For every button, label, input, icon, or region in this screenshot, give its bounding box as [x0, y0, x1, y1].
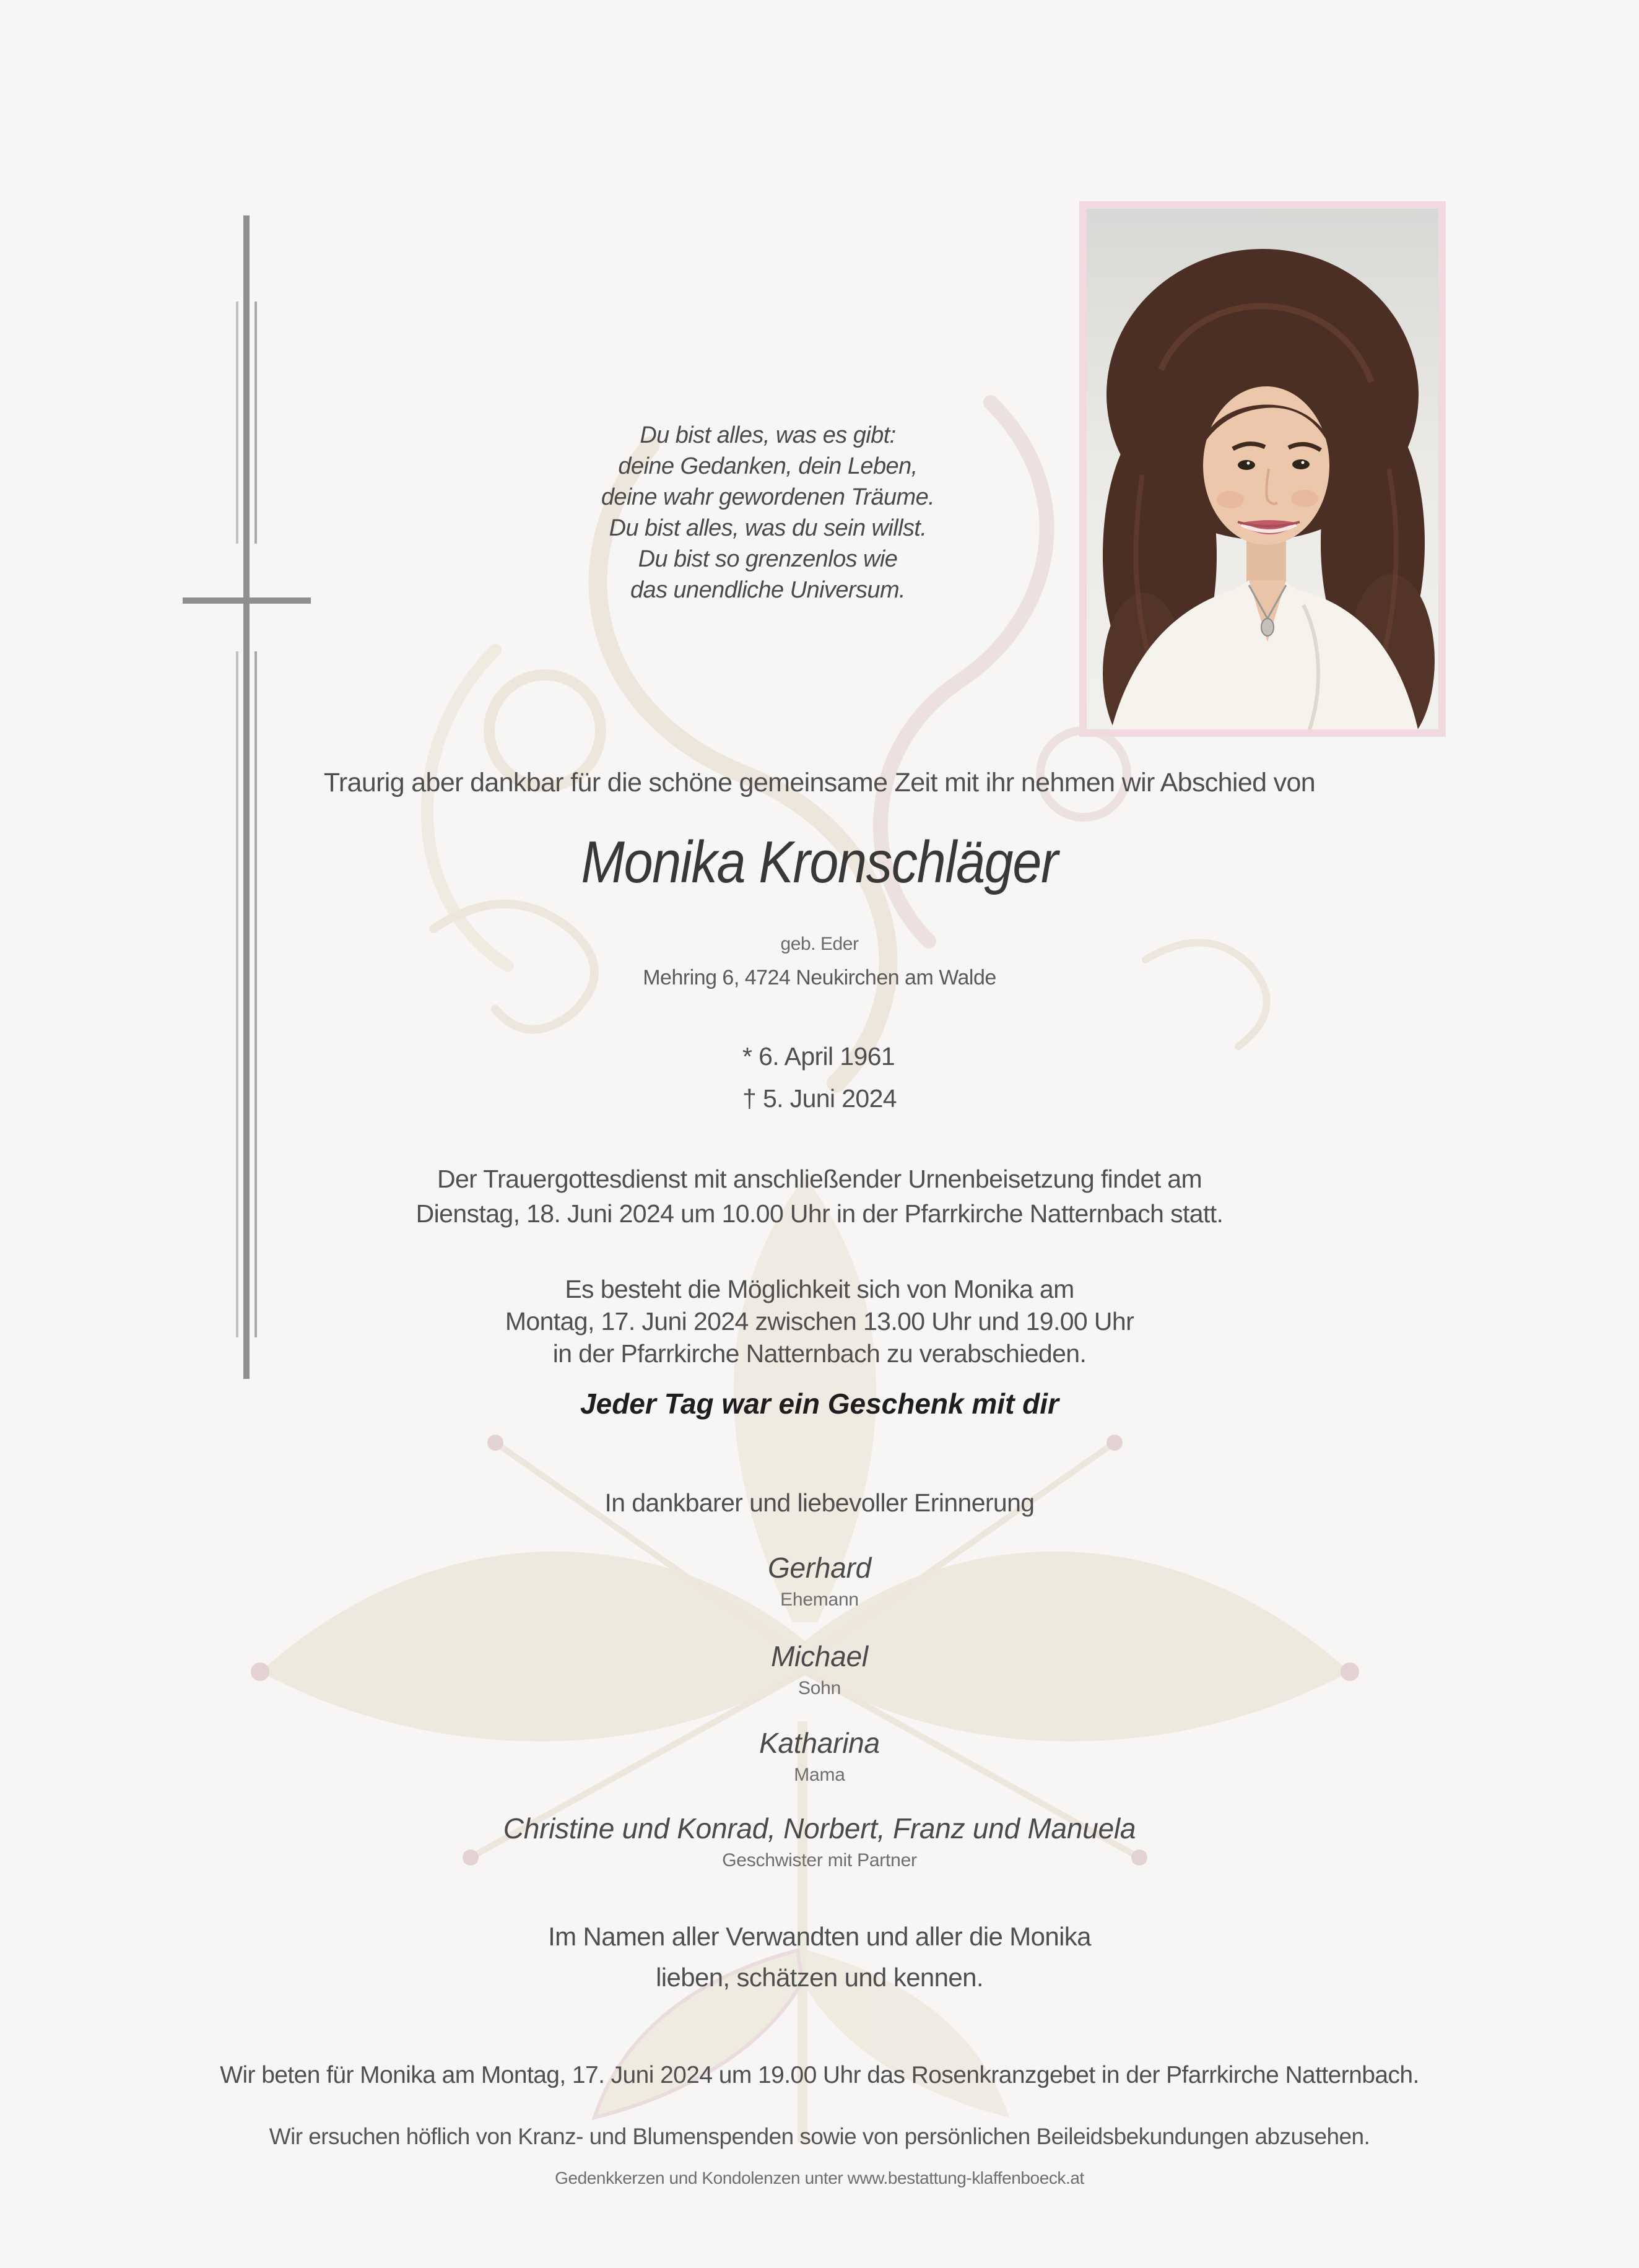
poem-line: Du bist so grenzenlos wie	[638, 546, 898, 572]
cross-thin-line	[236, 651, 238, 1337]
mourner-relation: Sohn	[798, 1678, 841, 1698]
mourner-name: Michael	[771, 1640, 868, 1672]
farewell-info	[0, 1273, 1639, 1370]
deceased-name	[0, 828, 1639, 897]
deceased-name-text: Monika Kronschläger	[581, 829, 1058, 895]
memorial-motto: Jeder Tag war ein Geschenk mit dir	[580, 1388, 1059, 1420]
remembrance-line: In dankbarer und liebevoller Erinnerung	[604, 1488, 1035, 1517]
mourner-entry	[0, 1812, 1639, 1871]
closing-line: lieben, schätzen und kennen.	[656, 1963, 983, 1992]
closing-lines	[0, 1916, 1639, 1998]
mourner-entry	[0, 1726, 1639, 1786]
mourner-relation: Geschwister mit Partner	[722, 1850, 917, 1870]
service-line: Dienstag, 18. Juni 2024 um 10.00 Uhr in der Pfarrkirche Natternbach statt.	[415, 1199, 1224, 1228]
farewell-line: Es besteht die Möglichkeit sich von Monika am	[565, 1275, 1074, 1303]
mourner-relation: Ehemann	[780, 1589, 859, 1610]
closing-line: Im Namen aller Verwandten und aller die Monika	[548, 1922, 1091, 1951]
death-date: † 5. Juni 2024	[742, 1084, 897, 1113]
farewell-line: in der Pfarrkirche Natternbach zu verabschieden.	[552, 1339, 1087, 1368]
maiden-name: geb. Eder	[780, 934, 859, 954]
mourner-name: Gerhard	[767, 1552, 872, 1584]
poem-line: deine wahr gewordenen Träume.	[601, 484, 935, 510]
mourner-relation: Mama	[794, 1765, 845, 1785]
poem-line: Du bist alles, was du sein willst.	[609, 515, 927, 541]
mourner-entry	[0, 1640, 1639, 1699]
poem-line: deine Gedanken, dein Leben,	[618, 453, 918, 479]
cross-thin-line	[254, 651, 257, 1337]
birth-date: * 6. April 1961	[742, 1042, 895, 1071]
rosary-info: Wir beten für Monika am Montag, 17. Juni 2024 um 19.00 Uhr das Rosenkranzgebet in der Pfarrkirche Natternbach.	[220, 2062, 1419, 2088]
poem-line: Du bist alles, was es gibt:	[640, 422, 896, 448]
condolence-website-line: Gedenkkerzen und Kondolenzen unter www.bestattung-klaffenboeck.at	[555, 2168, 1084, 2188]
farewell-line: Montag, 17. Juni 2024 zwischen 13.00 Uhr und 19.00 Uhr	[505, 1307, 1134, 1336]
farewell-intro: Traurig aber dankbar für die schöne gemeinsame Zeit mit ihr nehmen wir Abschied von	[323, 768, 1316, 797]
poem-line: das unendliche Universum.	[630, 577, 906, 603]
donation-request: Wir ersuchen höflich von Kranz- und Blumenspenden sowie von persönlichen Beileidsbekundungen abzusehen.	[269, 2124, 1370, 2149]
mourner-name: Katharina	[759, 1727, 880, 1759]
life-dates	[0, 1035, 1639, 1119]
mourner-entry	[0, 1551, 1639, 1610]
service-line: Der Trauergottesdienst mit anschließender Urnenbeisetzung findet am	[437, 1165, 1202, 1193]
deceased-address: Mehring 6, 4724 Neukirchen am Walde	[643, 966, 996, 989]
mourner-name: Christine und Konrad, Norbert, Franz und Manuela	[503, 1812, 1136, 1844]
memorial-poem	[0, 420, 1536, 606]
service-info	[0, 1162, 1639, 1231]
